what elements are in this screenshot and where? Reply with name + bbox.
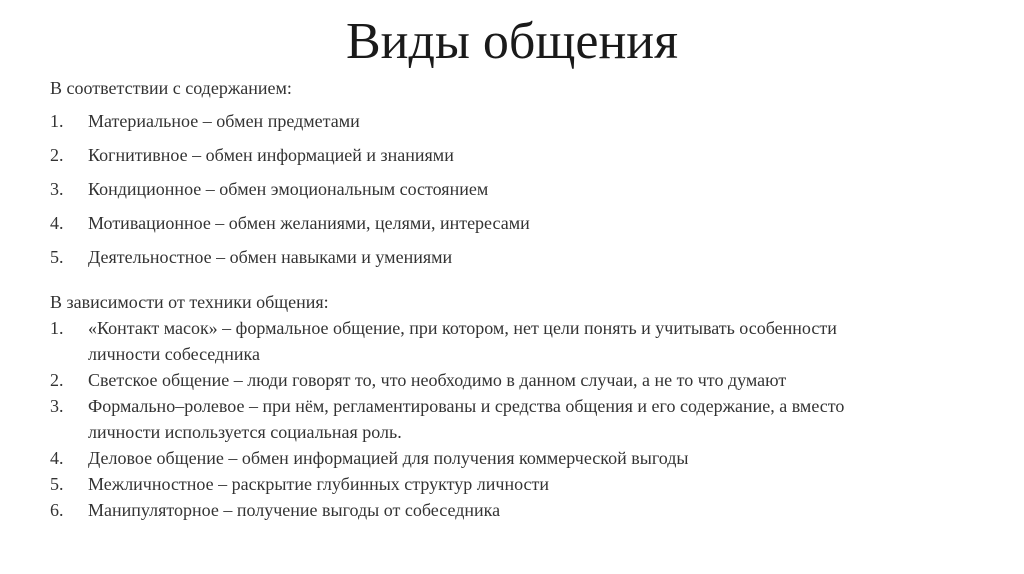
item-number: 5. [50,247,64,267]
item-number: 4. [50,448,64,468]
item-text: Светское общение – люди говорят то, что необходимо в данном случаи, а не то что думают [88,370,787,390]
list-item [50,445,878,471]
slide-title: Виды общения [345,13,679,70]
list-item [50,367,878,393]
item-text: Межличностное – раскрытие глубинных структур личности [88,474,550,494]
item-text: Манипуляторное – получение выгоды от собеседника [88,500,501,520]
item-text: Формально–ролевое – при нём, регламентированы и средства общения и его содержание, а вместо личности используется социальная роль. [88,396,845,442]
list-item [50,144,530,178]
item-text: Мотивационное – обмен желаниями, целями, интересами [88,213,530,233]
item-text: Когнитивное – обмен информацией и знаниями [88,145,454,165]
item-number: 5. [50,474,64,494]
list-item [50,110,530,144]
item-number: 2. [50,145,64,165]
item-number: 4. [50,213,64,233]
list-item [50,471,878,497]
item-text: Кондиционное – обмен эмоциональным состоянием [88,179,489,199]
item-text: «Контакт масок» – формальное общение, при котором, нет цели понять и учитывать особенности личности собеседника [88,318,837,364]
list-item [50,315,878,367]
item-number: 6. [50,500,64,520]
list-item [50,246,530,280]
list-item [50,393,878,445]
item-number: 1. [50,111,64,131]
list-item [50,497,878,523]
section2-list [50,315,878,523]
item-text: Деловое общение – обмен информацией для получения коммерческой выгоды [88,448,689,468]
section2-heading: В зависимости от техники общения: [50,292,329,312]
item-number: 2. [50,370,64,390]
item-text: Материальное – обмен предметами [88,111,360,131]
item-text: Деятельностное – обмен навыками и умениями [88,247,453,267]
item-number: 1. [50,318,64,338]
section1-list [50,110,530,280]
item-number: 3. [50,396,64,416]
list-item [50,212,530,246]
list-item [50,178,530,212]
section1-heading: В соответствии с содержанием: [50,78,292,98]
item-number: 3. [50,179,64,199]
